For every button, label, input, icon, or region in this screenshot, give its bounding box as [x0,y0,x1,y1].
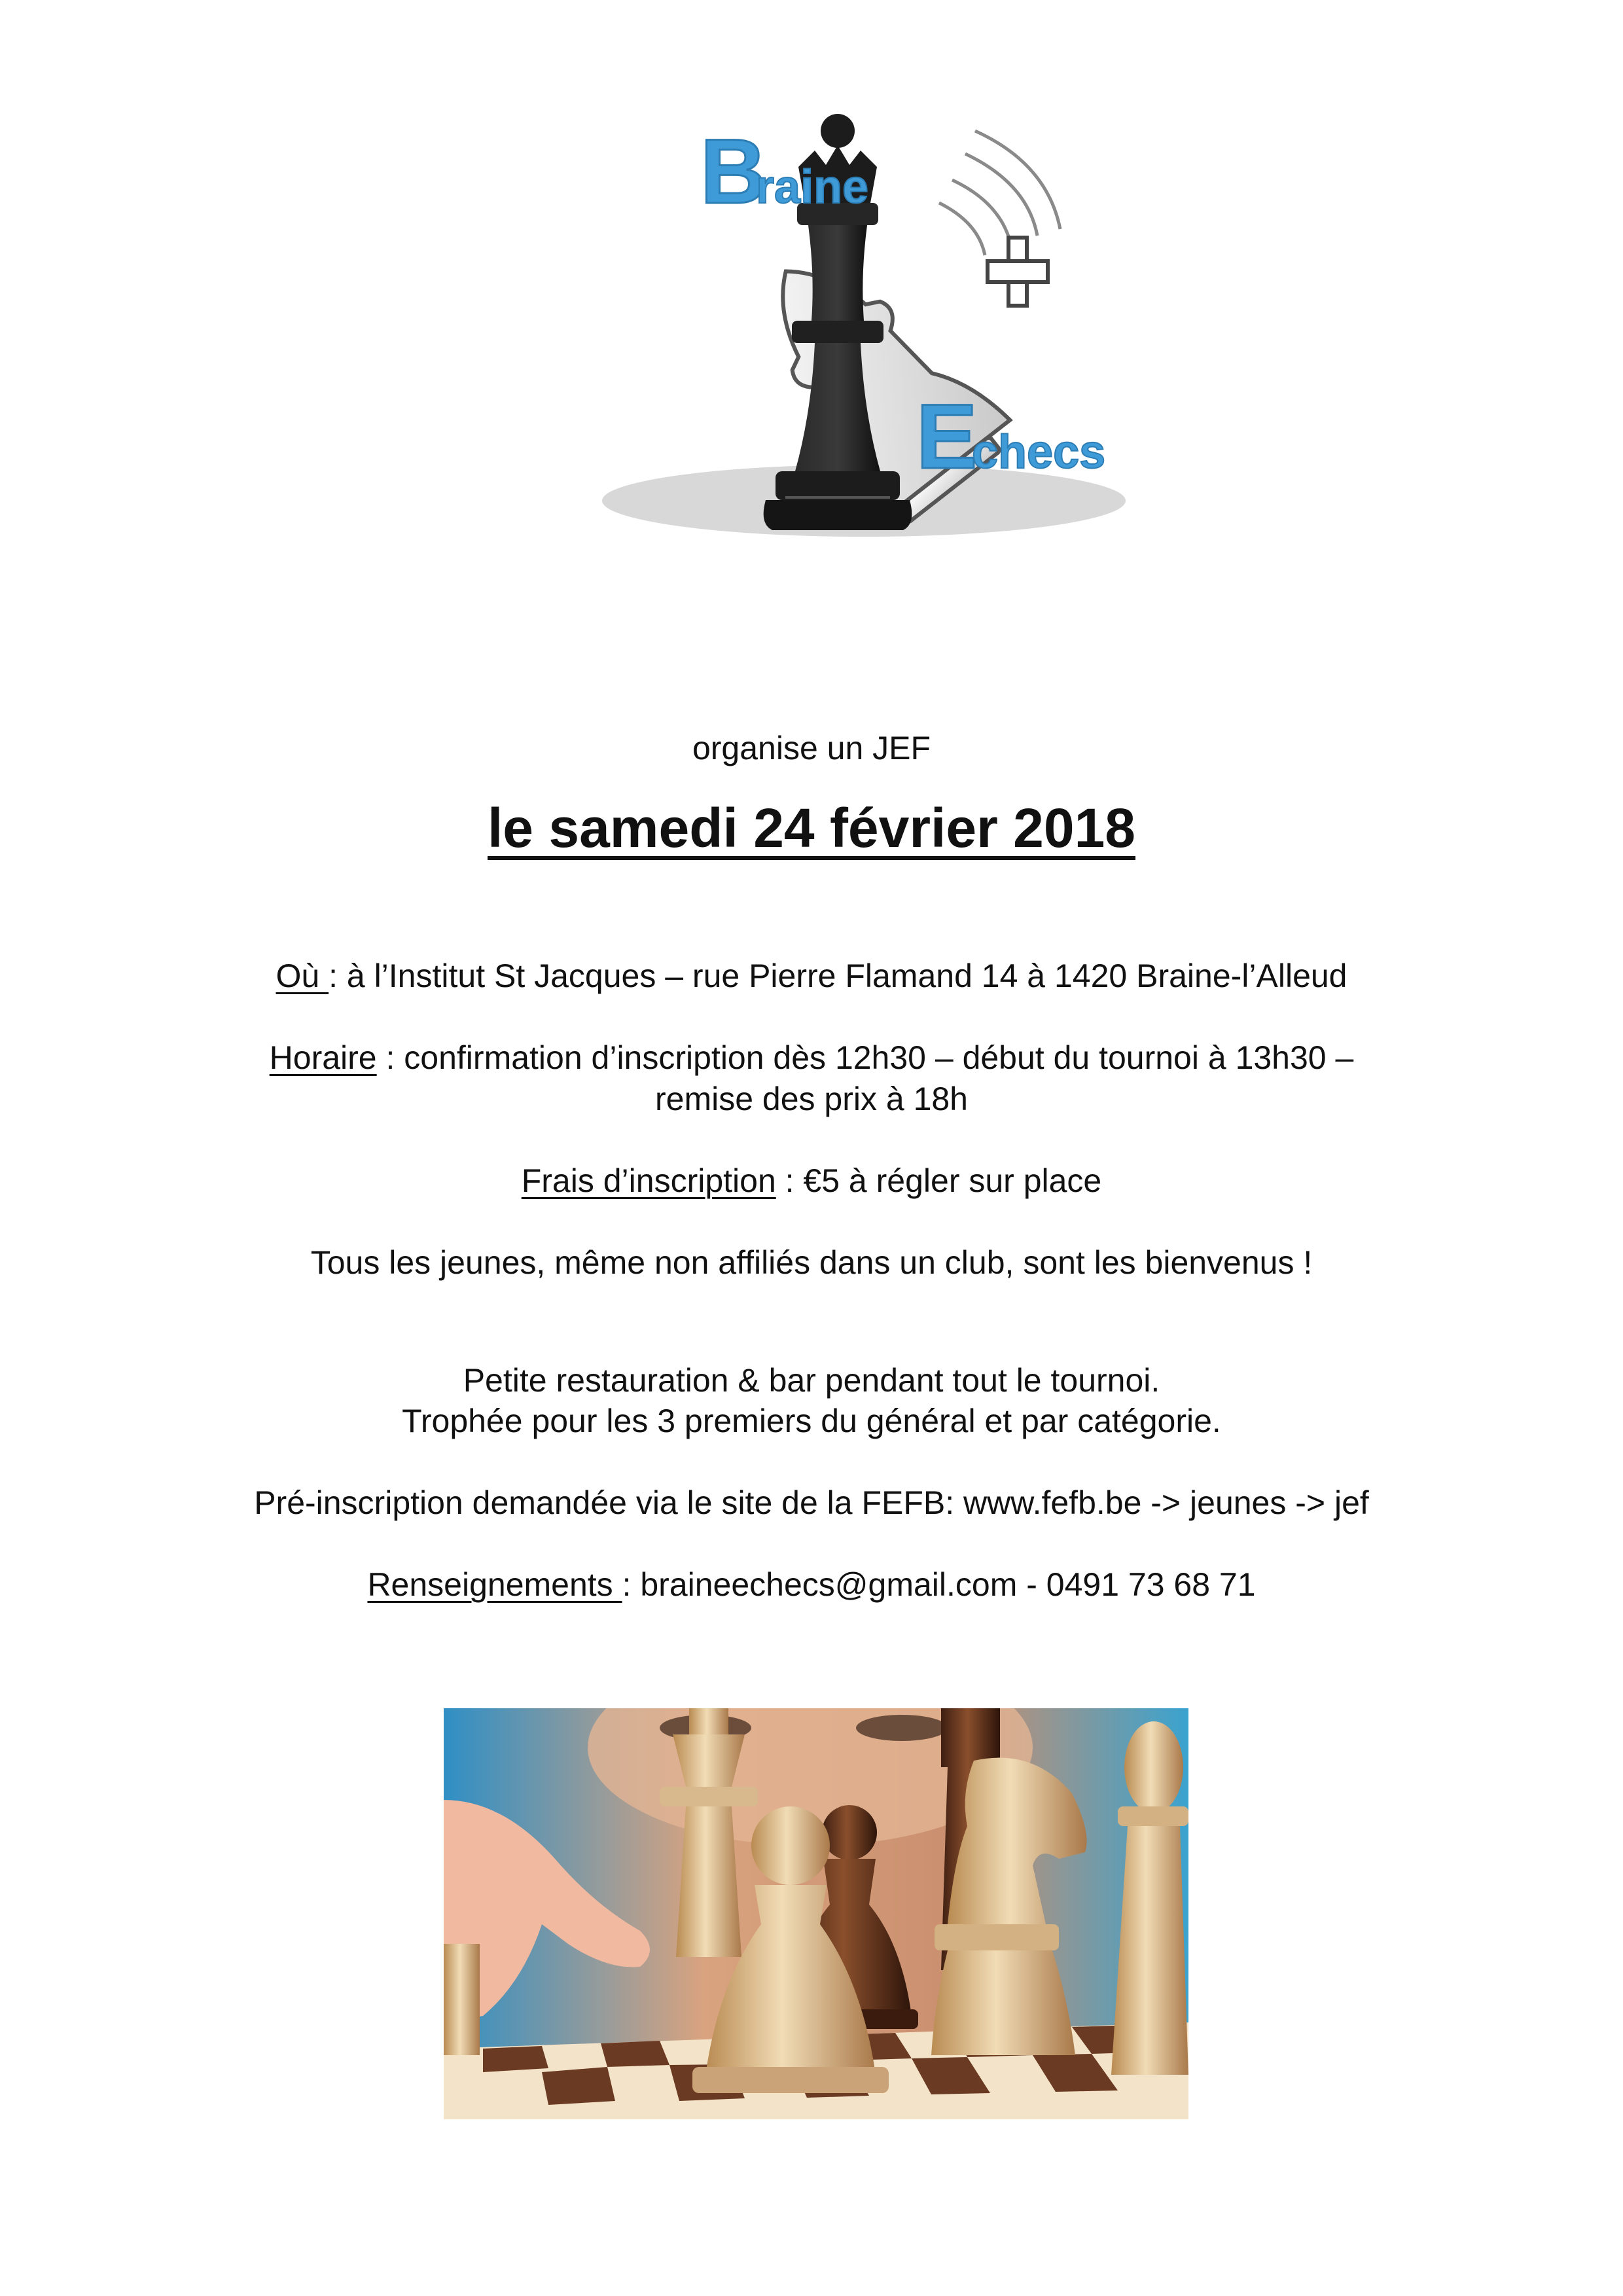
motion-arcs-icon [939,131,1060,255]
location-text: : à l’Institut St Jacques – rue Pierre Flamand 14 à 1420 Braine-l’Alleud [329,958,1347,994]
svg-text:raine: raine [756,161,869,213]
light-rook-left-icon [444,1944,480,2055]
location-label: Où [276,958,329,994]
schedule-line-2 [0,1079,1623,1119]
location-line [0,956,1623,996]
king-cross-icon [988,238,1048,306]
preregistration-text: Pré-inscription demandée via le site de la FEFB: www.fefb.be -> jeunes -> jef [254,1484,1369,1521]
info-text: : braineechecs@gmail.com - 0491 73 68 71 [622,1566,1256,1603]
intro-text: organise un JEF [692,730,931,766]
logo-text-echecs [916,385,1105,488]
welcome-line [0,1242,1623,1283]
fees-line [0,1160,1623,1201]
event-date-text: le samedi 24 février 2018 [487,797,1136,859]
info-line [0,1564,1623,1605]
preregistration-line [0,1482,1623,1523]
event-date-heading [0,795,1623,861]
schedule-text-2: remise des prix à 18h [654,1081,968,1117]
svg-text:B: B [700,120,767,223]
schedule-text-1: : confirmation d’inscription dès 12h30 – début du tournoi à 13h30 – [376,1039,1354,1076]
catering-line [0,1360,1623,1401]
svg-text:E: E [916,385,978,488]
schedule-line-1 [0,1037,1623,1078]
chess-photo [444,1708,1188,2119]
svg-text:checs: checs [972,426,1106,478]
schedule-label: Horaire [269,1039,377,1076]
trophies-text: Trophée pour les 3 premiers du général et par catégorie. [402,1403,1221,1439]
trophies-line [0,1401,1623,1441]
intro-line [0,728,1623,768]
catering-text: Petite restauration & bar pendant tout le tournoi. [463,1362,1160,1399]
welcome-text: Tous les jeunes, même non affiliés dans un club, sont les bienvenus ! [310,1244,1313,1281]
braine-echecs-logo [589,105,1152,602]
fees-text: : €5 à régler sur place [776,1162,1102,1199]
fees-label: Frais d’inscription [521,1162,776,1199]
info-label: Renseignements [367,1566,622,1603]
